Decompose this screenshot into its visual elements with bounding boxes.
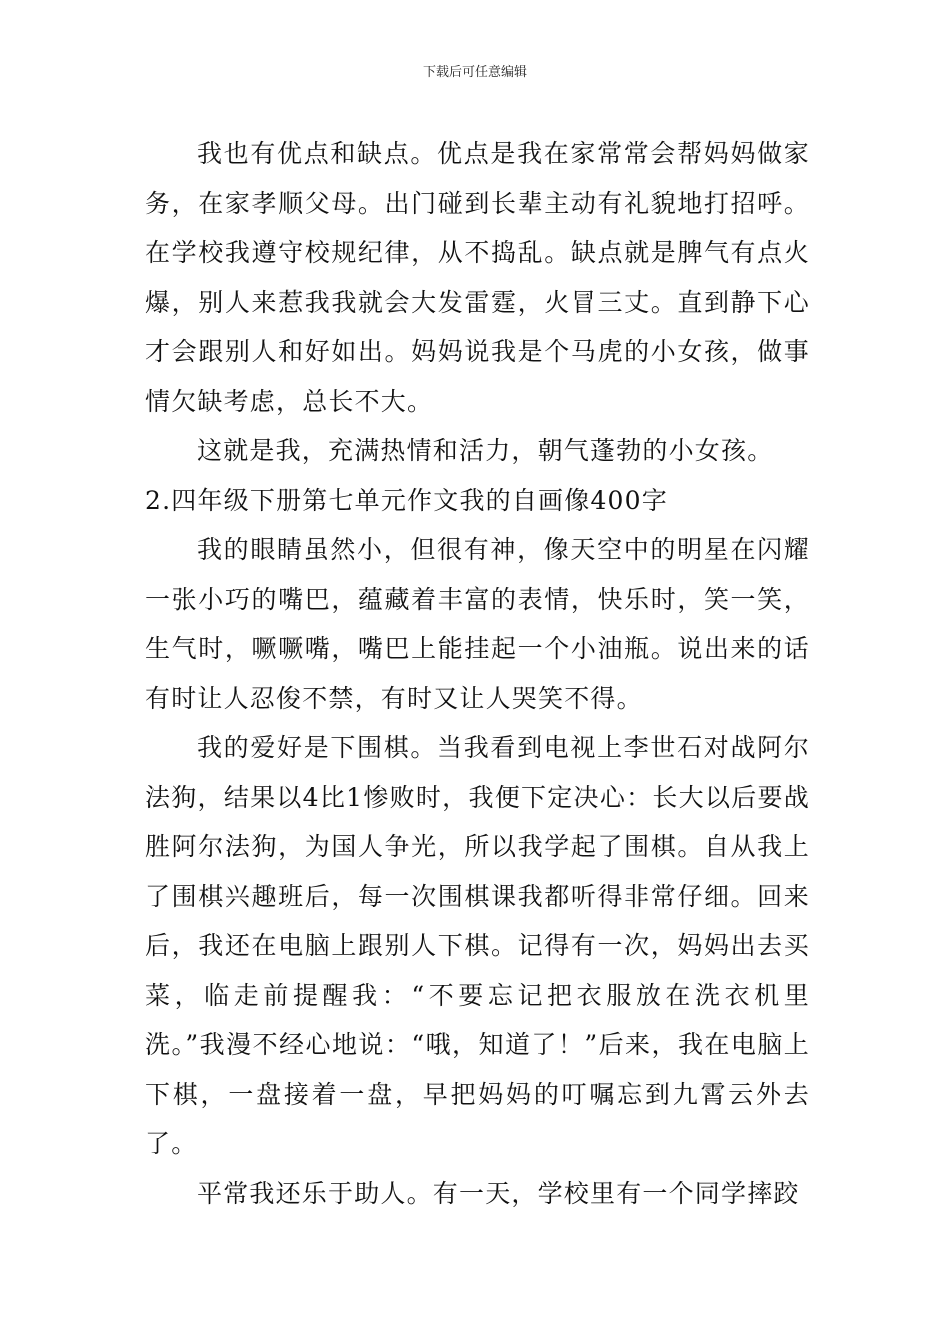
section-heading: 2.四年级下册第七单元作文我的自画像400字 [145, 485, 668, 515]
page-header: 下载后可任意编辑 [422, 65, 527, 80]
paragraph-hobby: 我的爱好是下围棋。当我看到电视上李世石对战阿尔法狗，结果以4比1惨败时，我便下定决心：长大以后要战胜阿尔法狗，为国人争光，所以我学起了围棋。自从我上了围棋兴趣班后，每一次围棋课我都听得非常仔细。回来后，我还在电脑上跟别人下棋。记得有一次，妈妈出去买菜，临走前提醒我：“不要忘记把衣服放在洗衣机里洗。”我漫不经心地说：“哦，知道了！”后来，我在电脑上下棋，一盘接着一盘，早把妈妈的叮嘱忘到九霄云外去了。 [145, 733, 810, 1158]
paragraph-strengths-weaknesses: 我也有优点和缺点。优点是我在家常常会帮妈妈做家务，在家孝顺父母。出门碰到长辈主动有礼貌地打招呼。在学校我遵守校规纪律，从不捣乱。缺点就是脾气有点火爆，别人来惹我我就会大发雷霆，火冒三丈。直到静下心才会跟别人和好如出。妈妈说我是个马虎的小女孩，做事情欠缺考虑，总长不大。 [145, 139, 810, 416]
document-body [145, 129, 810, 1218]
paragraph-helping-others: 平常我还乐于助人。有一天，学校里有一个同学摔跤 [197, 1178, 800, 1208]
paragraph-appearance: 我的眼睛虽然小，但很有神，像天空中的明星在闪耀一张小巧的嘴巴，蕴藏着丰富的表情，快乐时，笑一笑，生气时，噘噘嘴，嘴巴上能挂起一个小油瓶。说出来的话有时让人忍俊不禁，有时又让人哭笑不得。 [145, 535, 810, 713]
paragraph-summary: 这就是我，充满热情和活力，朝气蓬勃的小女孩。 [197, 436, 774, 465]
